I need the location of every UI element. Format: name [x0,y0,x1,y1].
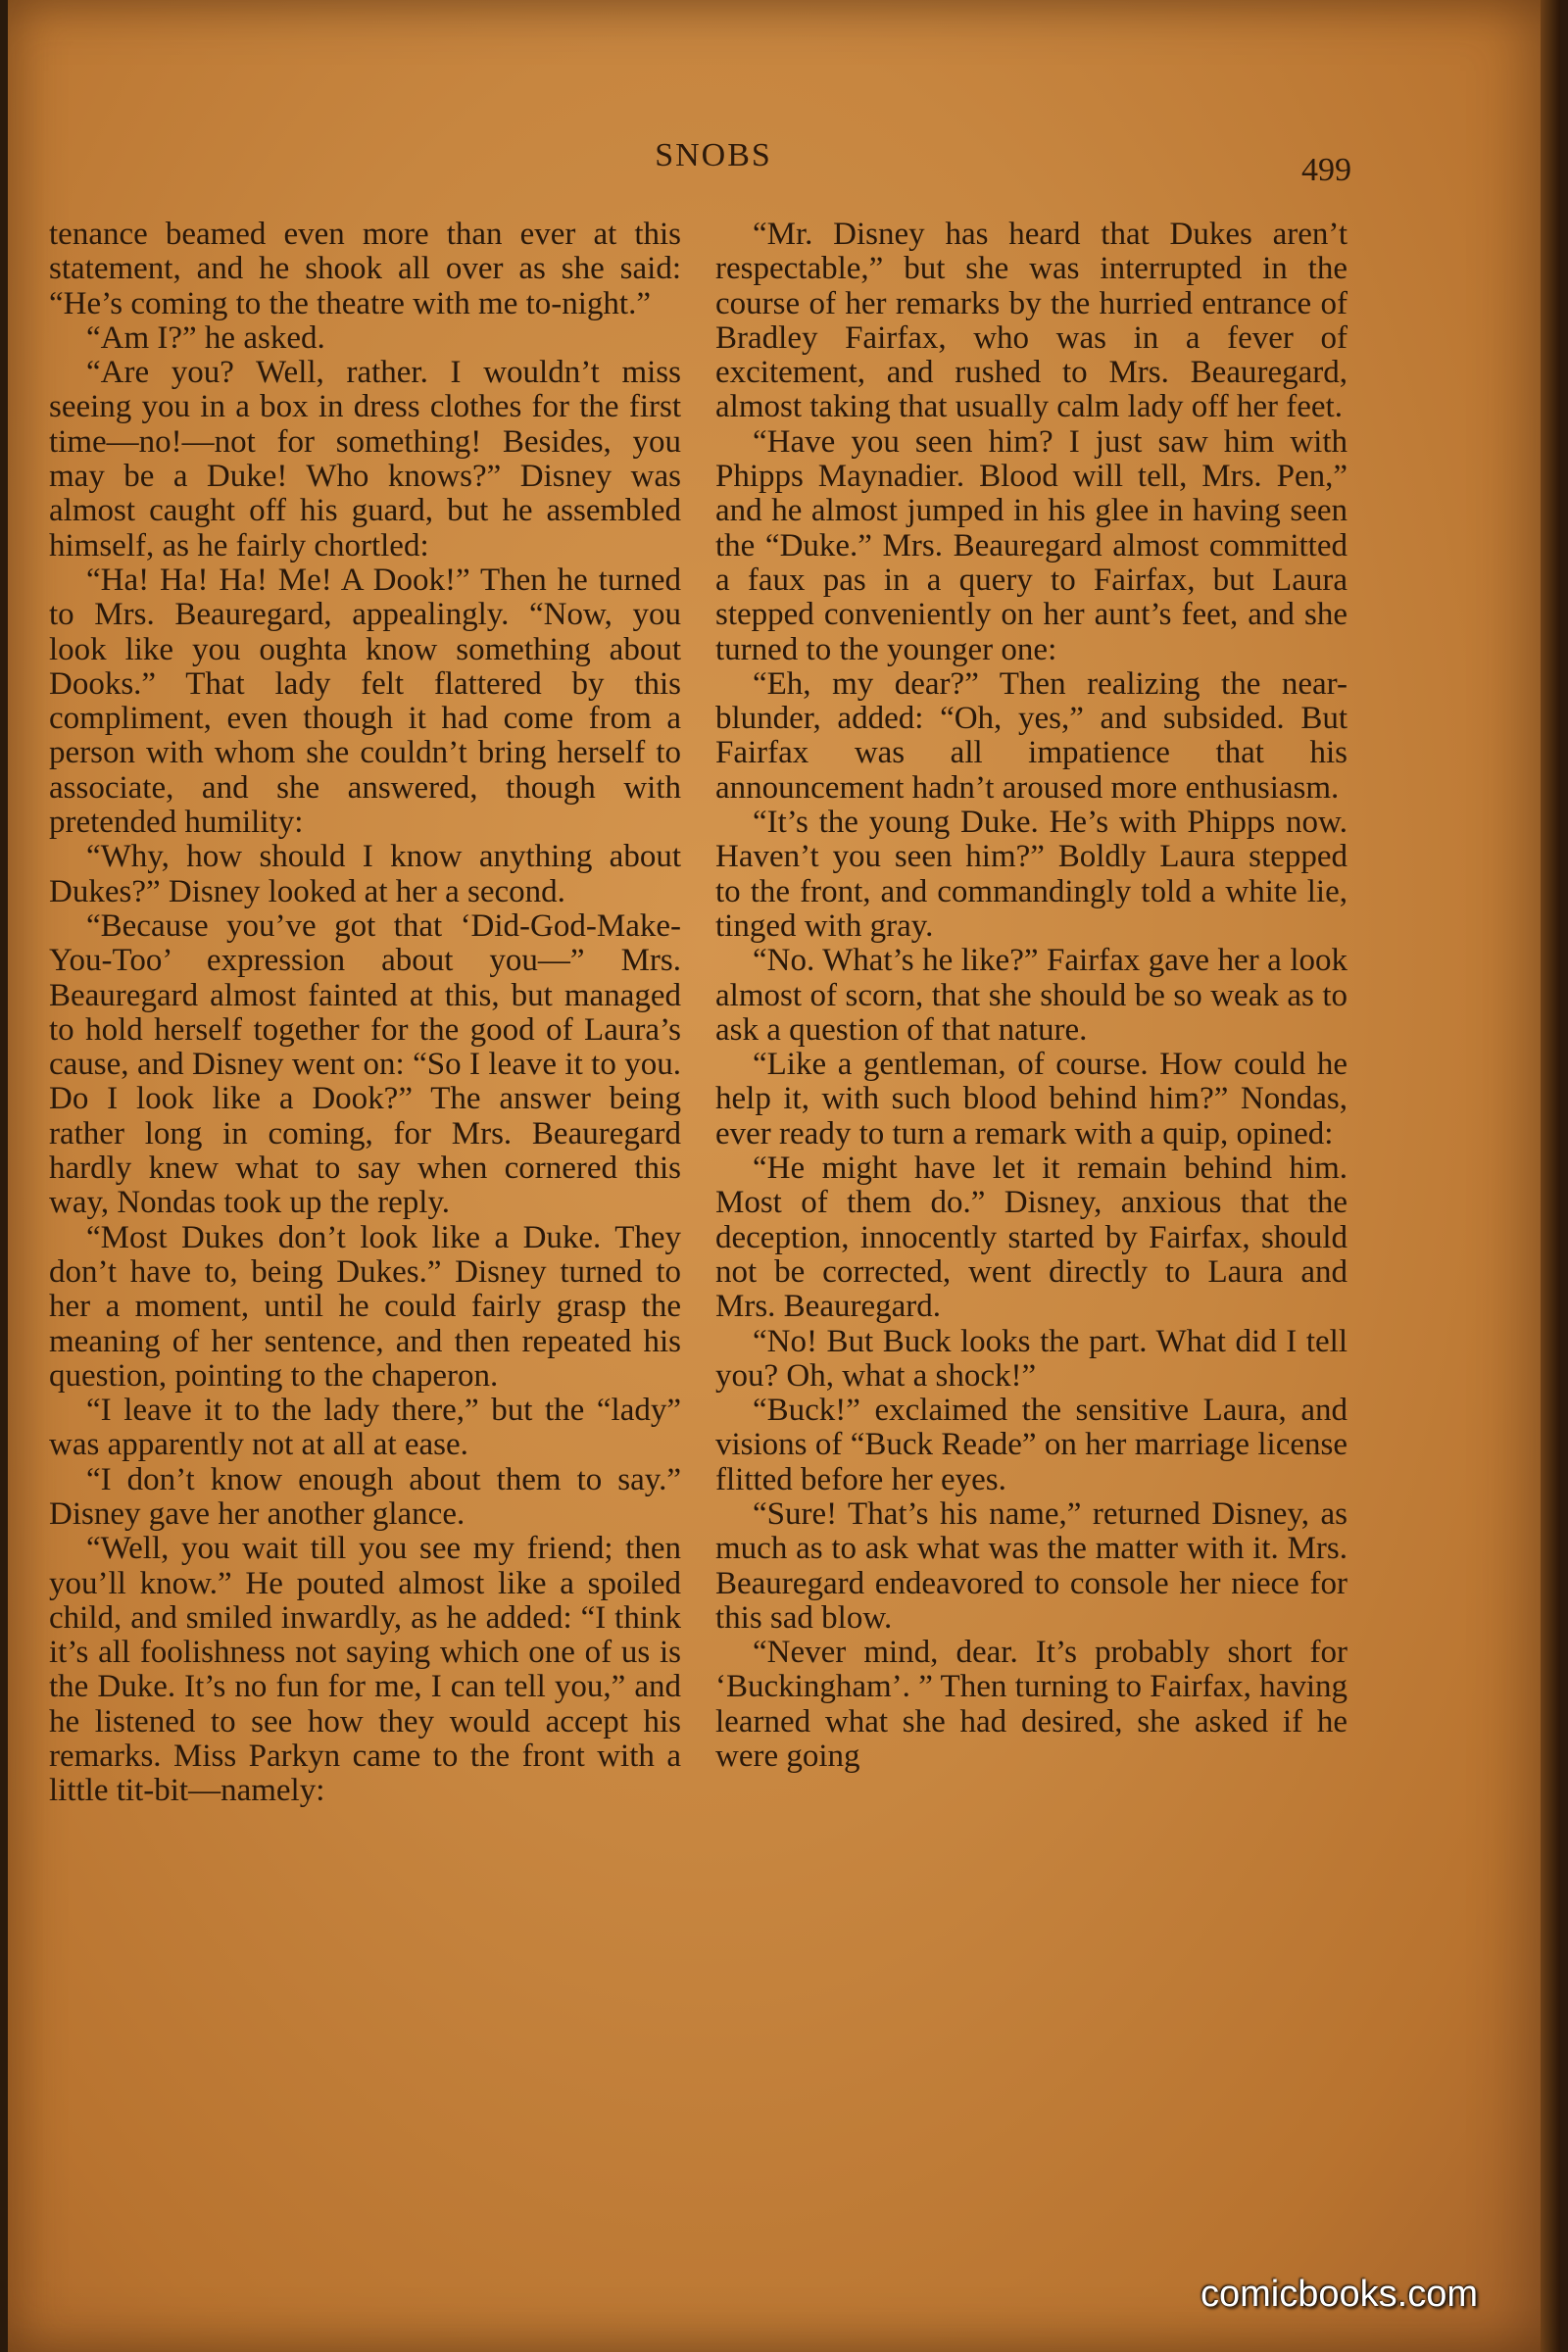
paragraph: “Buck!” exclaimed the sensitive Laura, and visions of “Buck Reade” on her marriage license flitted before her eyes. [715,1393,1348,1497]
paragraph: “I leave it to the lady there,” but the “lady” was apparently not at all at ease. [49,1393,681,1463]
paragraph: “Ha! Ha! Ha! Me! A Dook!” Then he turned to Mrs. Beauregard, appealingly. “Now, you look like you oughta know something about Dooks.” That lady felt flattered by this compliment, even though it had come from a person with whom she couldn’t bring herself to associate, and she answered, though with pretended humility: [49,562,681,841]
paragraph: “Eh, my dear?” Then realizing the near-blunder, added: “Oh, yes,” and subsided. But Fairfax was all impatience that his announcement hadn’t aroused more enthusiasm. [715,665,1348,806]
paragraph: “Are you? Well, rather. I wouldn’t miss seeing you in a box in dress clothes for the first time—no!—not for something! Besides, you may be a Duke! Who knows?” Disney was almost caught off his guard, but he assembled himself, as he fairly chortled: [49,355,681,564]
paragraph: “Am I?” he asked. [86,319,325,356]
book-page [8,0,1560,2352]
paragraph: “Most Dukes don’t look like a Duke. They don’t have to, being Dukes.” Disney turned to her a moment, until he could fairly grasp the meaning of her sentence, and then repeated his question, pointing to the chaperon. [49,1219,681,1394]
right-text-column [715,218,1348,1774]
page-number: 499 [1301,152,1351,188]
paragraph: “Like a gentleman, of course. How could he help it, with such blood behind him?” Nondas, ever ready to turn a remark with a quip, opined: [715,1047,1348,1152]
left-text-column [49,218,681,1809]
paragraph: “Have you seen him? I just saw him with Phipps Maynadier. Blood will tell, Mrs. Pen,” and he almost jumped in his glee in having seen the “Duke.” Mrs. Beauregard almost committed a faux pas in a query to Fairfax, but Laura stepped conveniently on her aunt’s feet, and she turned to the younger one: [715,423,1348,667]
running-title: SNOBS [655,137,772,173]
book-spine-edge [1541,0,1560,2352]
paragraph: “Sure! That’s his name,” returned Disney, as much as to ask what was the matter with it. Mrs. Beauregard endeavored to console her niece for this sad blow. [715,1495,1348,1636]
paragraph: “I don’t know enough about them to say.” Disney gave her another glance. [49,1461,681,1532]
paragraph: “Mr. Disney has heard that Dukes aren’t respectable,” but she was interrupted in the course of her remarks by the hurried entrance of Bradley Fairfax, who was in a fever of excitement, and rushed to Mrs. Beauregard, almost taking that usually calm lady off her feet. [715,217,1348,425]
paragraph: “Well, you wait till you see my friend; then you’ll know.” He pouted almost like a spoiled child, and smiled inwardly, as he added: “I think it’s all foolishness not saying which one of us is the Duke. It’s no fun for me, I can tell you,” and he listened to see how they would accept his remarks. Miss Parkyn came to the front with a little tit-bit—namely: [49,1531,681,1809]
paragraph: “He might have let it remain behind him. Most of them do.” Disney, anxious that the deception, innocently started by Fairfax, should not be corrected, went directly to Laura and Mrs. Beauregard. [715,1151,1348,1325]
paragraph: “Because you’ve got that ‘Did-God-Make-You-Too’ expression about you—” Mrs. Beauregard almost fainted at this, but managed to hold herself together for the good of Laura’s cause, and Disney went on: “So I leave it to you. Do I look like a Dook?” The answer being rather long in coming, for Mrs. Beauregard hardly knew what to say when cornered this way, Nondas took up the reply. [49,907,681,1221]
paragraph: “Why, how should I know anything about Dukes?” Disney looked at her a second. [49,839,681,909]
paragraph: “No. What’s he like?” Fairfax gave her a look almost of scorn, that she should be so weak as to ask a question of that nature. [715,943,1348,1048]
paragraph: “It’s the young Duke. He’s with Phipps now. Haven’t you seen him?” Boldly Laura stepped to the front, and commandingly told a white lie, tinged with gray. [715,805,1348,944]
paragraph: “No! But Buck looks the part. What did I tell you? Oh, what a shock!” [715,1323,1348,1394]
paragraph: “Never mind, dear. It’s probably short for ‘Buckingham’. ” Then turning to Fairfax, having learned what she had desired, she asked if he were going [715,1635,1348,1775]
paragraph: tenance beamed even more than ever at this statement, and he shook all over as she said: “He’s coming to the theatre with me to-night.” [49,217,681,321]
site-watermark: comicbooks.com [1200,2274,1478,2315]
